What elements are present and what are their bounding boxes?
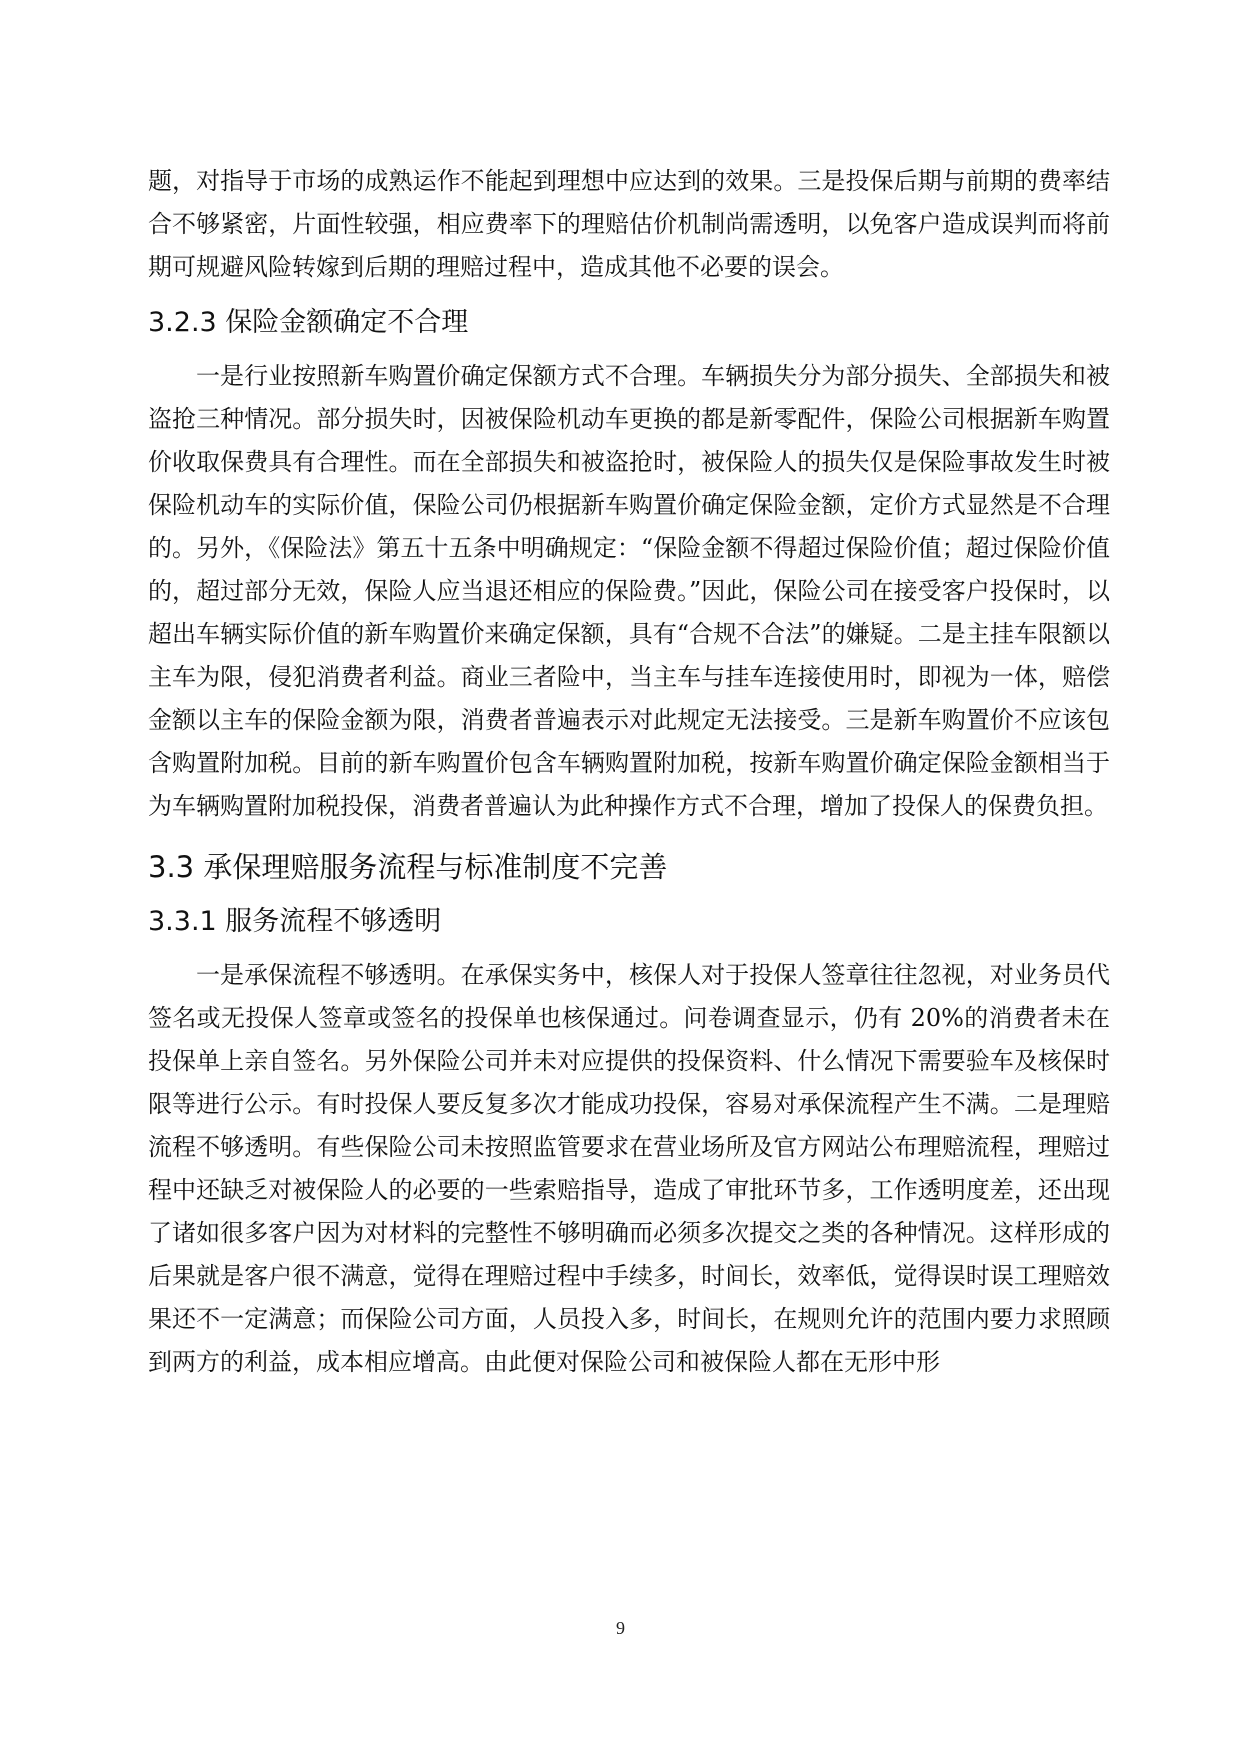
section-heading-3-3-1: 3.3.1 服务流程不够透明 [148, 906, 442, 937]
section-heading-3-2-3: 3.2.3 保险金额确定不合理 [148, 307, 469, 338]
document-page [148, 160, 1110, 1384]
paragraph-service-process: 一是承保流程不够透明。在承保实务中，核保人对于投保人签章往往忽视，对业务员代签名或无投保人签章或签名的投保单也核保通过。问卷调查显示，仍有 20%的消费者未在投保单上亲自签名。另外保险公司并未对应提供的投保资料、什么情况下需要验车及核保时限等进行公示。有时投保人要反复多次才能成功投保，容易对承保流程产生不满。二是理赔流程不够透明。有些保险公司未按照监管要求在营业场所及官方网站公布理赔流程，理赔过程中还缺乏对被保险人的必要的一些索赔指导，造成了审批环节多，工作透明度差，还出现了诸如很多客户因为对材料的完整性不够明确而必须多次提交之类的各种情况。这样形成的后果就是客户很不满意，觉得在理赔过程中手续多，时间长，效率低，觉得误时误工理赔效果还不一定满意；而保险公司方面，人员投入多，时间长，在规则允许的范围内要力求照顾到两方的利益，成本相应增高。由此便对保险公司和被保险人都在无形中形 [148, 961, 1110, 1376]
page-number: 9 [616, 1618, 625, 1638]
paragraph-insured-amount: 一是行业按照新车购置价确定保额方式不合理。车辆损失分为部分损失、全部损失和被盗抢三种情况。部分损失时，因被保险机动车更换的都是新零配件，保险公司根据新车购置价收取保费具有合理性。而在全部损失和被盗抢时，被保险人的损失仅是保险事故发生时被保险机动车的实际价值，保险公司仍根据新车购置价确定保险金额，定价方式显然是不合理的。另外，《保险法》第五十五条中明确规定：“保险金额不得超过保险价值；超过保险价值的，超过部分无效，保险人应当退还相应的保险费。”因此，保险公司在接受客户投保时，以超出车辆实际价值的新车购置价来确定保额，具有“合规不合法”的嫌疑。二是主挂车限额以主车为限，侵犯消费者利益。商业三者险中，当主车与挂车连接使用时，即视为一体，赔偿金额以主车的保险金额为限，消费者普遍表示对此规定无法接受。三是新车购置价不应该包含购置附加税。目前的新车购置价包含车辆购置附加税，按新车购置价确定保险金额相当于为车辆购置附加税投保，消费者普遍认为此种操作方式不合理，增加了投保人的保费负担。 [148, 362, 1110, 820]
paragraph-continued: 题，对指导于市场的成熟运作不能起到理想中应达到的效果。三是投保后期与前期的费率结合不够紧密，片面性较强，相应费率下的理赔估价机制尚需透明，以免客户造成误判而将前期可规避风险转嫁到后期的理赔过程中，造成其他不必要的误会。 [148, 167, 1110, 281]
section-heading-3-3: 3.3 承保理赔服务流程与标准制度不完善 [148, 850, 668, 884]
